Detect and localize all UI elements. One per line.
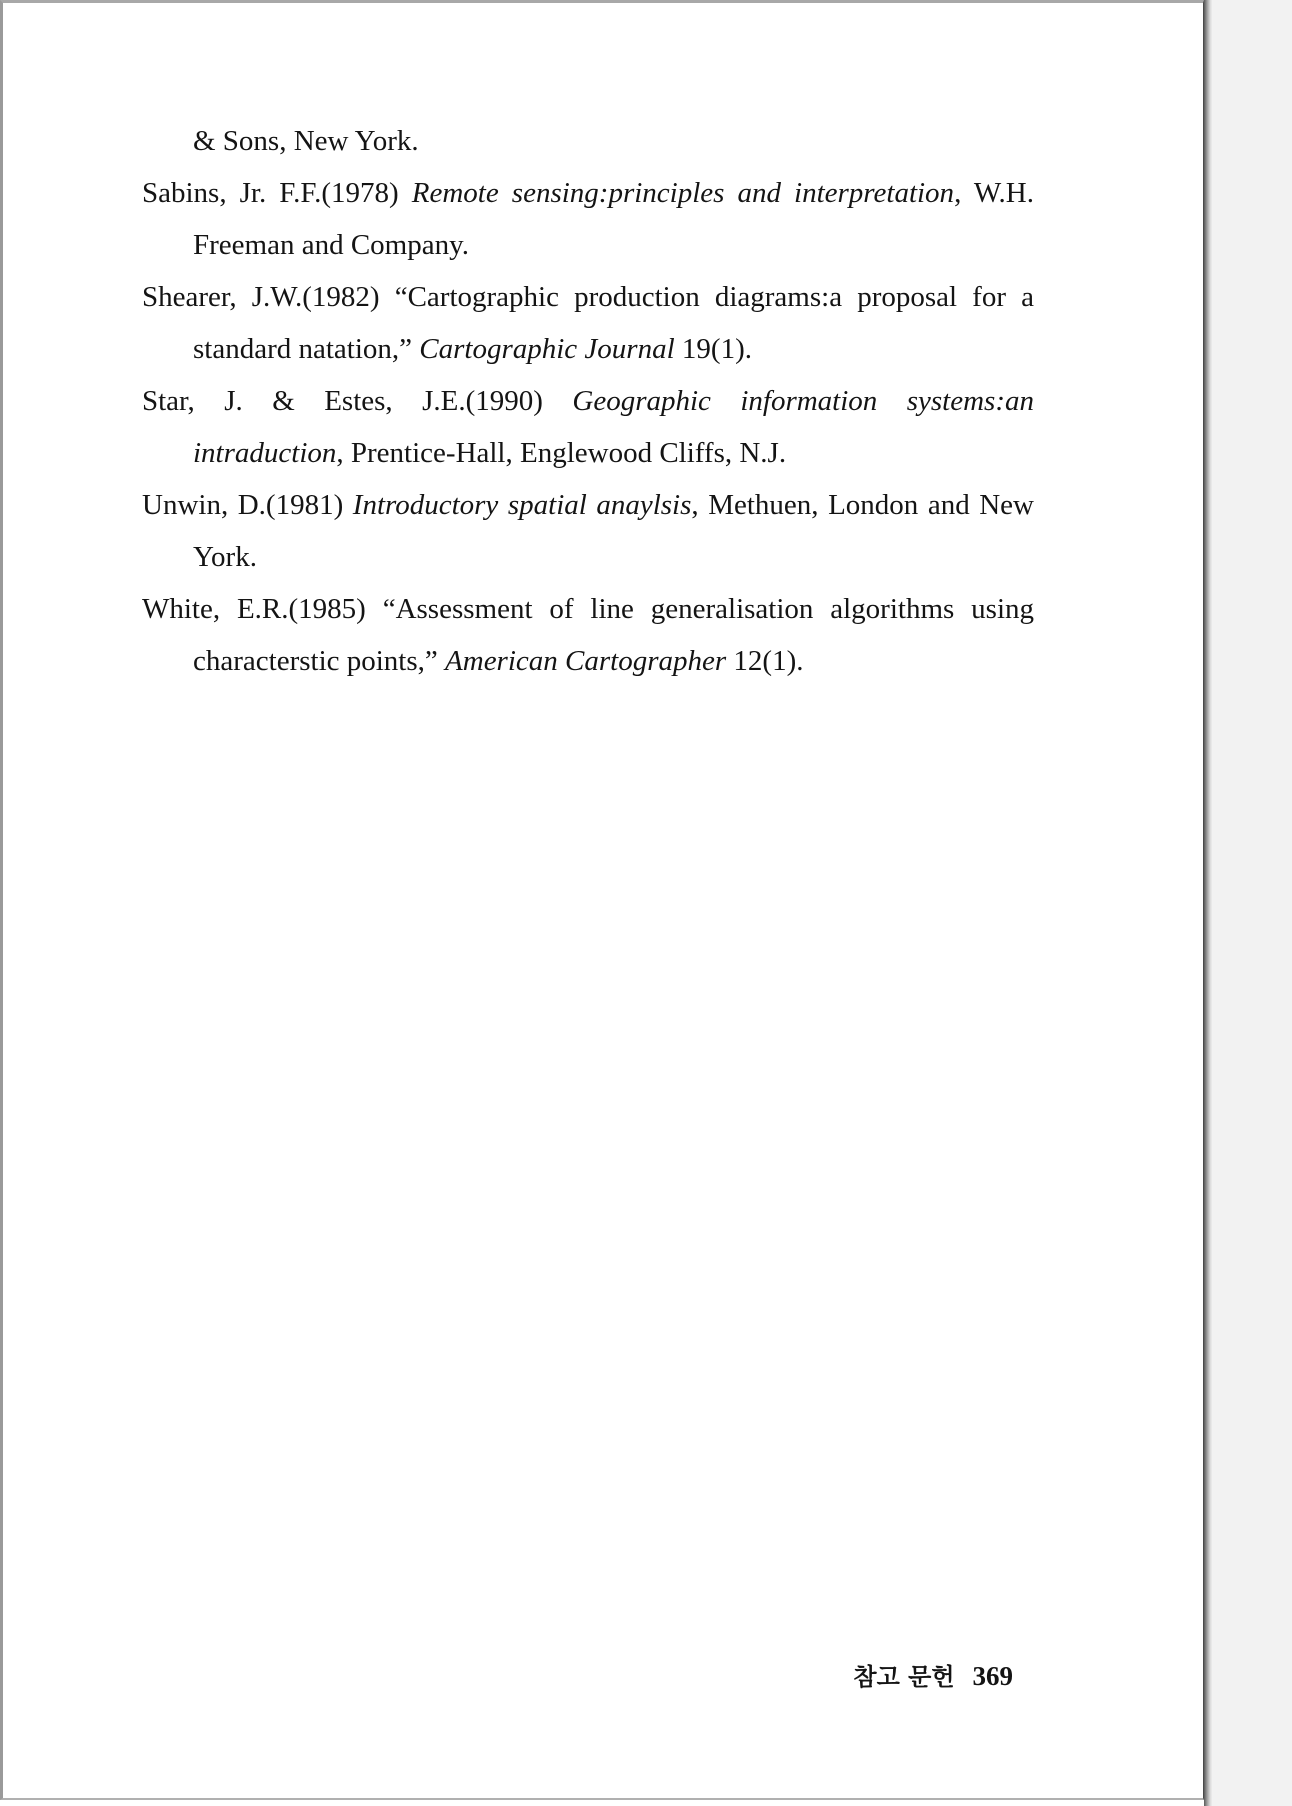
reference-entry — [142, 479, 1034, 583]
reference-entry — [142, 375, 1034, 479]
reference-publisher: , W.H. Freeman and Company. — [193, 177, 1034, 261]
reference-title: Introductory spatial anaylsis — [352, 489, 692, 521]
reference-title: Cartographic Journal — [419, 333, 675, 365]
reference-entry — [142, 583, 1034, 687]
reference-entry — [142, 115, 1034, 167]
running-footer-section: 참고 문헌 — [853, 1663, 955, 1691]
reference-title: Geographic information systems:an intraduction — [193, 385, 1034, 469]
reference-entry — [142, 167, 1034, 271]
reference-entry — [142, 271, 1034, 375]
page-edge-shadow — [1204, 0, 1212, 1806]
viewer-background — [1212, 0, 1292, 1806]
reference-author-year: White, E.R.(1985) “Assessment of line generalisation algorithms using characterstic points,” — [142, 593, 1034, 677]
reference-publisher: 19(1). — [674, 333, 752, 365]
reference-list — [142, 115, 1034, 687]
page-number: 369 — [972, 1661, 1013, 1691]
reference-author-year: Sabins, Jr. F.F.(1978) — [142, 177, 412, 209]
reference-publisher: , Prentice-Hall, Englewood Cliffs, N.J. — [336, 437, 787, 469]
reference-text: & Sons, New York. — [193, 125, 419, 157]
reference-author-year: Unwin, D.(1981) — [142, 489, 353, 521]
reference-author-year: Star, J. & Estes, J.E.(1990) — [142, 385, 573, 417]
reference-author-year: Shearer, J.W.(1982) “Cartographic production diagrams:a proposal for a standard natation,” — [142, 281, 1034, 365]
reference-title: Remote sensing:principles and interpretation — [411, 177, 955, 209]
reference-publisher: 12(1). — [726, 645, 804, 677]
page-footer — [843, 1657, 1013, 1692]
reference-title: American Cartographer — [445, 645, 727, 677]
reference-publisher: , Methuen, London and New York. — [193, 489, 1034, 573]
